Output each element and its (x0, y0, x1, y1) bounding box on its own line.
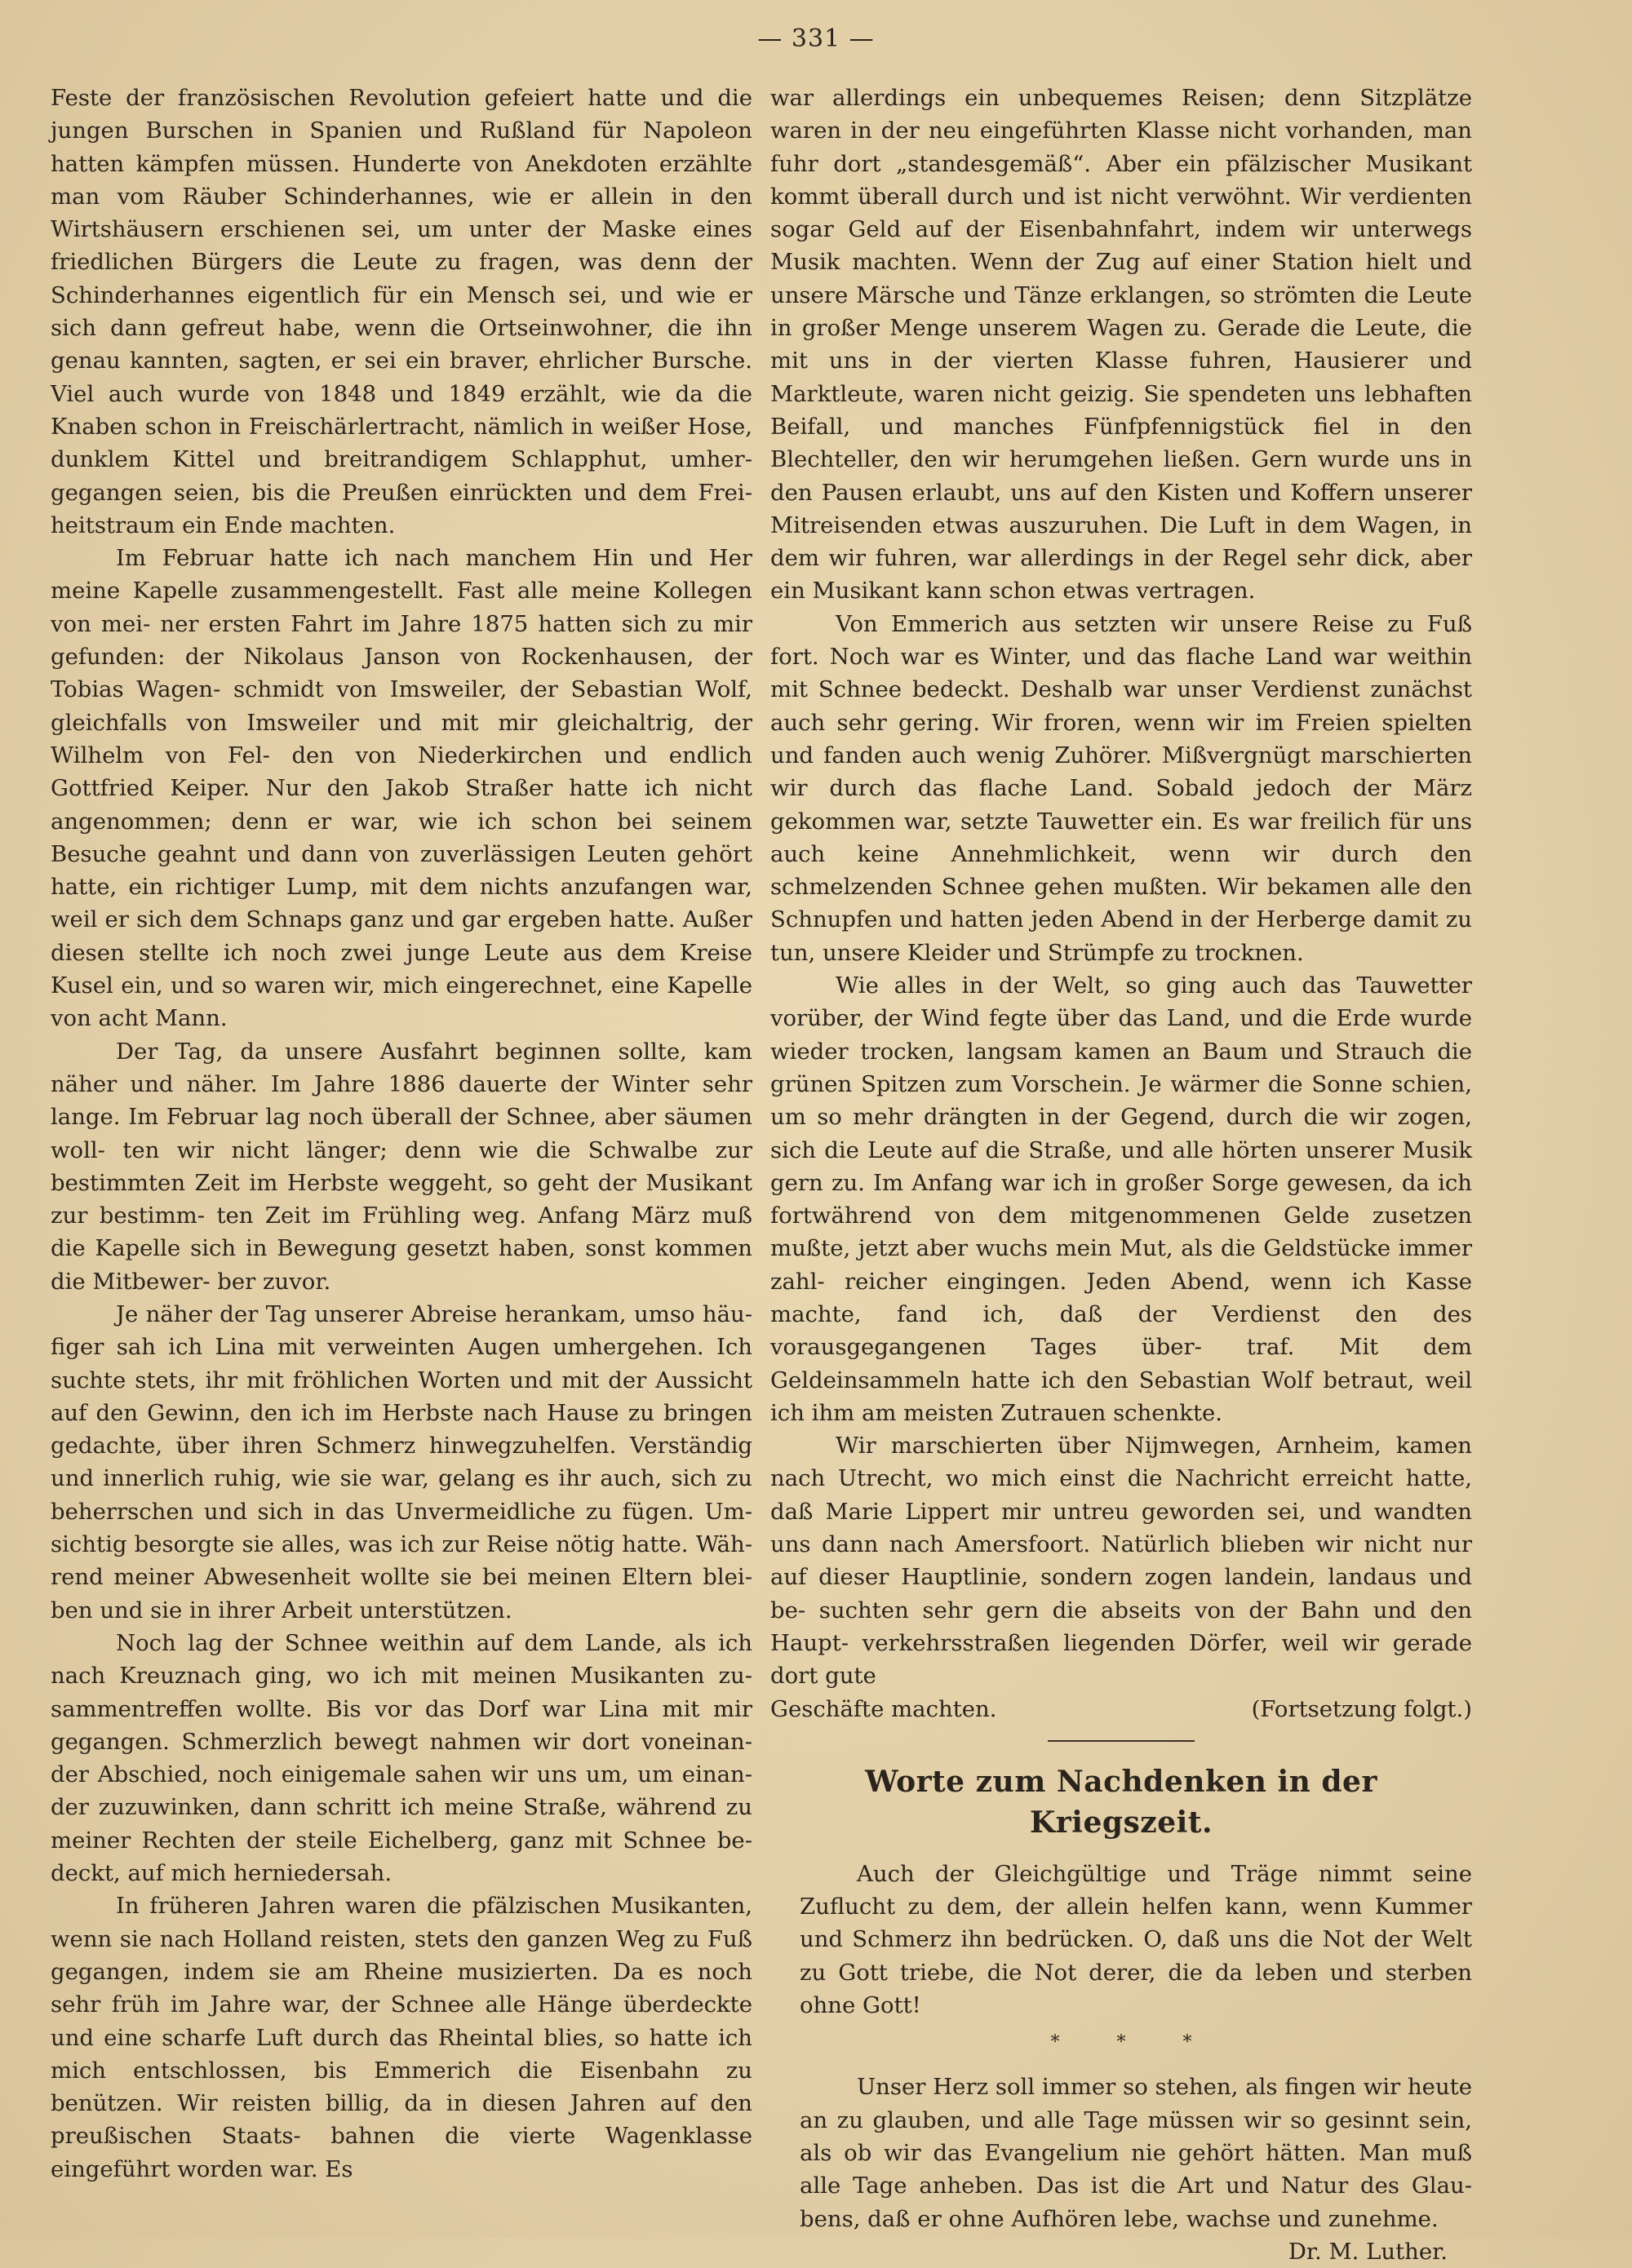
paragraph: Im Februar hatte ich nach manchem Hin und Her meine Kapelle zusammengestellt. Fast alle meine Kollegen von mei- ner ersten Fahrt im Jahre 1875 hatten sich zu mir gefunden: der Nikolaus Janson von Rockenhausen, der Tobias Wagen- schmidt von Imsweiler, der Sebastian Wolf, gleichfalls von Imsweiler und mit mir gleichaltrig, der Wilhelm von Fel- den von Niederkirchen und endlich Gottfried Keiper. Nur den Jakob Straßer hatte ich nicht angenommen; denn er war, wie ich schon bei seinem Besuche geahnt und dann von zuverlässigen Leuten gehört hatte, ein richtiger Lump, mit dem nichts anzufangen war, weil er sich dem Schnaps ganz und gar ergeben hatte. Außer diesen stellte ich noch zwei junge Leute aus dem Kreise Kusel ein, und so waren wir, mich eingerechnet, eine Kapelle von acht Mann. (51, 545, 752, 1032)
star-mark: * (1050, 2032, 1060, 2053)
section-heading: Worte zum Nachdenken in der Kriegszeit. (865, 1764, 1377, 1840)
paragraph: Der Tag, da unsere Ausfahrt beginnen sollte, kam näher und näher. Im Jahre 1886 dauerte der Winter sehr lange. Im Februar lag noch überall der Schnee, aber säumen woll- ten wir nicht länger; denn wie die Schwalbe zur bestimmten Zeit im Herbste weggeht, so geht der Musikant zur bestimm- ten Zeit im Frühling weg. Anfang März muß die Kapelle sich in Bewegung gesetzt haben, sonst kommen die Mitbewer- ber zuvor. (51, 1038, 752, 1295)
left-column (51, 82, 752, 2186)
section-divider (1048, 1740, 1195, 1742)
continuation-note: (Fortsetzung folgt.) (1251, 1695, 1472, 1722)
quote-author: Dr. M. Luther. (1288, 2238, 1448, 2265)
paragraph: war allerdings ein unbequemes Reisen; denn Sitzplätze waren in der neu eingeführten Klasse nicht vorhanden, man fuhr dort „standesgemäß“. Aber ein pfälzischer Musikant kommt überall durch und ist nicht verwöhnt. Wir verdienten sogar Geld auf der Eisenbahnfahrt, indem wir unterwegs Musik machten. Wenn der Zug auf einer Station hielt und unsere Märsche und Tänze erklangen, so strömten die Leute in großer Menge unserem Wagen zu. Gerade die Leute, die mit uns in der vierten Klasse fuhren, Hausierer und Marktleute, waren nicht geizig. Sie spendeten uns lebhaften Beifall, und manches Fünfpfennigstück fiel in den Blechteller, den wir herumgehen ließen. Gern wurde uns in den Pausen erlaubt, uns auf den Kisten und Koffern unserer Mitreisenden etwas auszuruhen. Die Luft in dem Wagen, in dem wir fuhren, war allerdings in der Regel sehr dick, aber ein Musikant kann schon etwas vertragen. (770, 85, 1472, 605)
star-separator (770, 2027, 1472, 2059)
paragraph: Je näher der Tag unserer Abreise herankam, umso häu- figer sah ich Lina mit verweinten Augen umhergehen. Ich suchte stets, ihr mit fröhlichen Worten und mit der Aussicht auf den Gewinn, den ich im Herbste nach Hause zu bringen gedachte, über ihren Schmerz hinwegzuhelfen. Verständig und innerlich ruhig, wie sie war, gelang es ihr auch, sich zu beherrschen und sich in das Unvermeidliche zu fügen. Um- sichtig besorgte sie alles, was ich zur Reise nötig hatte. Wäh- rend meiner Abwesenheit wollte sie bei meinen Eltern blei- ben und sie in ihrer Arbeit unterstützen. (51, 1300, 752, 1623)
right-column (770, 82, 1472, 2268)
star-mark: * (1182, 2032, 1192, 2053)
paragraph: Noch lag der Schnee weithin auf dem Lande, als ich nach Kreuznach ging, wo ich mit meinen Musikanten zu- sammentreffen wollte. Bis vor das Dorf war Lina mit mir gegangen. Schmerzlich bewegt nahmen wir dort voneinan- der Abschied, noch einigemale sahen wir uns um, um einan- der zuzuwinken, dann schritt ich meine Straße, während zu meiner Rechten der steile Eichelberg, ganz mit Schnee be- deckt, auf mich herniedersah. (51, 1629, 752, 1887)
story-last-line (770, 1693, 1472, 1725)
quote-paragraph: Auch der Gleichgültige und Träge nimmt seine Zuflucht zu dem, der allein helfen kann, wenn Kummer und Schmerz ihn bedrücken. O, daß uns die Not der Welt zu Gott triebe, die Not derer, die da leben und sterben ohne Gott! (800, 1860, 1472, 2019)
quote-block (770, 1858, 1472, 2268)
star-mark: * (1116, 2032, 1126, 2053)
page-number: — 331 — (757, 24, 875, 53)
last-line-text: Geschäfte machten. (770, 1695, 997, 1722)
paragraph: Von Emmerich aus setzten wir unsere Reise zu Fuß fort. Noch war es Winter, und das flache Land war weithin mit Schnee bedeckt. Deshalb war unser Verdienst zunächst auch sehr gering. Wir froren, wenn wir im Freien spielten und fanden auch wenig Zuhörer. Mißvergnügt marschierten wir durch das flache Land. Sobald jedoch der März gekommen war, setzte Tauwetter ein. Es war freilich für uns auch keine Annehmlichkeit, wenn wir durch den schmelzenden Schnee gehen mußten. Wir bekamen alle den Schnupfen und hatten jeden Abend in der Herberge damit zu tun, unsere Kleider und Strümpfe zu trocknen. (770, 610, 1472, 966)
quote-paragraph: Unser Herz soll immer so stehen, als fingen wir heute an zu glauben, und alle Tage müssen wir so gesinnt sein, als ob wir das Evangelium nie gehört hätten. Man muß alle Tage anheben. Das ist die Art und Natur des Glau- bens, daß er ohne Aufhören lebe, wachse und zunehme. (800, 2074, 1472, 2232)
paragraph: Wir marschierten über Nijmwegen, Arnheim, kamen nach Utrecht, wo mich einst die Nachricht erreicht hatte, daß Marie Lippert mir untreu geworden sei, und wandten uns dann nach Amersfoort. Natürlich blieben wir nicht nur auf dieser Hauptlinie, sondern zogen landein, landaus und be- suchten sehr gern die abseits von der Bahn und den Haupt- verkehrsstraßen liegenden Dörfer, weil wir gerade dort gute (770, 1433, 1472, 1690)
paragraph: Wie alles in der Welt, so ging auch das Tauwetter vorüber, der Wind fegte über das Land, und die Erde wurde wieder trocken, langsam kamen an Baum und Strauch die grünen Spitzen zum Vorschein. Je wärmer die Sonne schien, um so mehr drängten in der Gegend, durch die wir zogen, sich die Leute auf die Straße, und alle hörten unserer Musik gern zu. Im Anfang war ich in großer Sorge gewesen, da ich fortwährend von dem mitgenommenen Gelde zusetzen mußte, jetzt aber wuchs mein Mut, als die Geldstücke immer zahl- reicher eingingen. Jeden Abend, wenn ich Kasse machte, fand ich, daß der Verdienst den des vorausgegangenen Tages über- traf. Mit dem Geldeinsammeln hatte ich den Sebastian Wolf betraut, weil ich ihm am meisten Zutrauen schenkte. (770, 972, 1472, 1426)
paragraph: In früheren Jahren waren die pfälzischen Musikanten, wenn sie nach Holland reisten, stets den ganzen Weg zu Fuß gegangen, indem sie am Rheine musizierten. Da es noch sehr früh im Jahre war, der Schnee alle Hänge überdeckte und eine scharfe Luft durch das Rheintal blies, so hatte ich mich entschlossen, bis Emmerich die Eisenbahn zu benützen. Wir reisten billig, da in diesen Jahren auf den preußischen Staats- bahnen die vierte Wagenklasse eingeführt worden war. Es (51, 1893, 752, 2182)
paragraph: Feste der französischen Revolution gefeiert hatte und die jungen Burschen in Spanien und Rußland für Napoleon hatten kämpfen müssen. Hunderte von Anekdoten erzählte man vom Räuber Schinderhannes, wie er allein in den Wirtshäusern erschienen sei, um unter der Maske eines friedlichen Bürgers die Leute zu fragen, was denn der Schinderhannes eigentlich für ein Mensch sei, und wie er sich dann gefreut habe, wenn die Ortseinwohner, die ihn genau kannten, sagten, er sei ein braver, ehrlicher Bursche. Viel auch wurde von 1848 und 1849 erzählt, wie da die Knaben schon in Freischärlertracht, nämlich in weißer Hose, dunklem Kittel und breitrandigem Schlapphut, umher- gegangen seien, bis die Preußen einrückten und dem Frei- heitstraum ein Ende machten. (51, 85, 752, 538)
